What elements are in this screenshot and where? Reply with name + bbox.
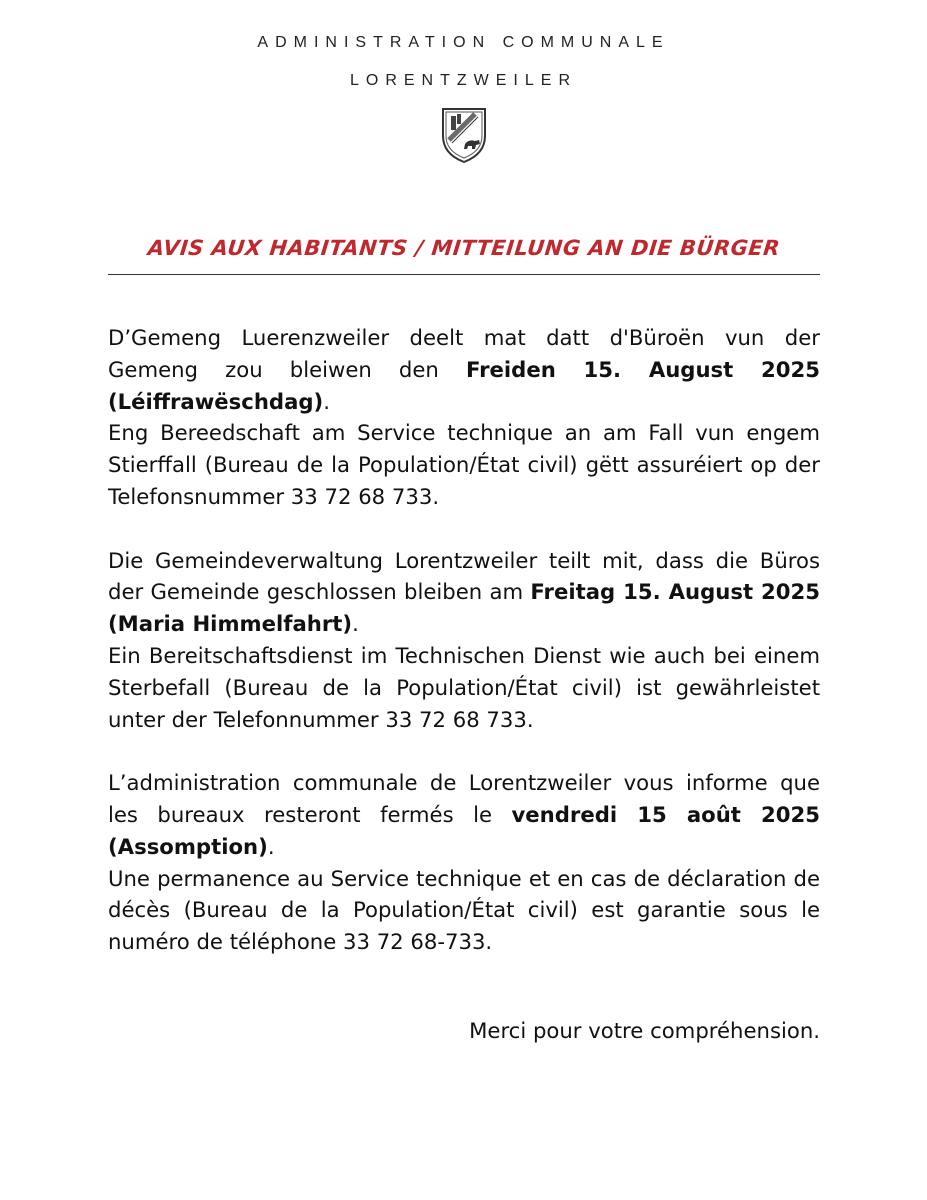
municipal-coat-of-arms-icon (439, 106, 489, 164)
lb-standby-paragraph: Eng Bereedschaft am Service technique an am Fall vun engem Stierffall (Bureau de la Population/État civil) gëtt assuréiert op der Telefonsnummer 33 72 68 733. (108, 420, 820, 509)
lb-closure-paragraph: D’Gemeng Luerenzweiler deelt mat datt d'Büroën vun der Gemeng zou bleiwen den Freiden 15. August 2025 (Léiffrawëschdag). (108, 325, 821, 414)
closing-remark: Merci pour votre compréhension. (469, 1018, 820, 1043)
fr-closure-paragraph: L’administration communale de Lorentzweiler vous informe que les bureaux resteront fermés le vendredi 15 août 2025 (Assomption). (108, 770, 820, 859)
title-divider (108, 274, 820, 275)
header-commune-name: LORENTZWEILER (349, 72, 577, 89)
de-standby-paragraph: Ein Bereitschaftsdienst im Technischen Dienst wie auch bei einem Sterbefall (Bureau de la Population/État civil) ist gewährleistet unter der Telefonnummer 33 72 68 733. (108, 642, 820, 732)
de-closure-date: Freitag 15. August 2025 (Maria Himmelfahrt) (108, 579, 820, 637)
header-administration: ADMINISTRATION COMMUNALE (257, 34, 670, 51)
fr-standby-paragraph: Une permanence au Service technique et en cas de déclaration de décès (Bureau de la Population/État civil) est garantie sous le numéro de téléphone 33 72 68-733. (108, 865, 820, 955)
notice-body (108, 322, 820, 958)
de-closure-paragraph: Die Gemeindeverwaltung Lorentzweiler teilt mit, dass die Büros der Gemeinde geschlossen bleiben am Freitag 15. August 2025 (Maria Himmelfahrt). (108, 547, 820, 637)
lb-closure-date: Freiden 15. August 2025 (Léiffrawëschdag) (108, 356, 821, 414)
fr-closure-date: vendredi 15 août 2025 (Assomption) (108, 801, 820, 859)
notice-title: AVIS AUX HABITANTS / MITTEILUNG AN DIE BÜRGER (146, 236, 782, 260)
